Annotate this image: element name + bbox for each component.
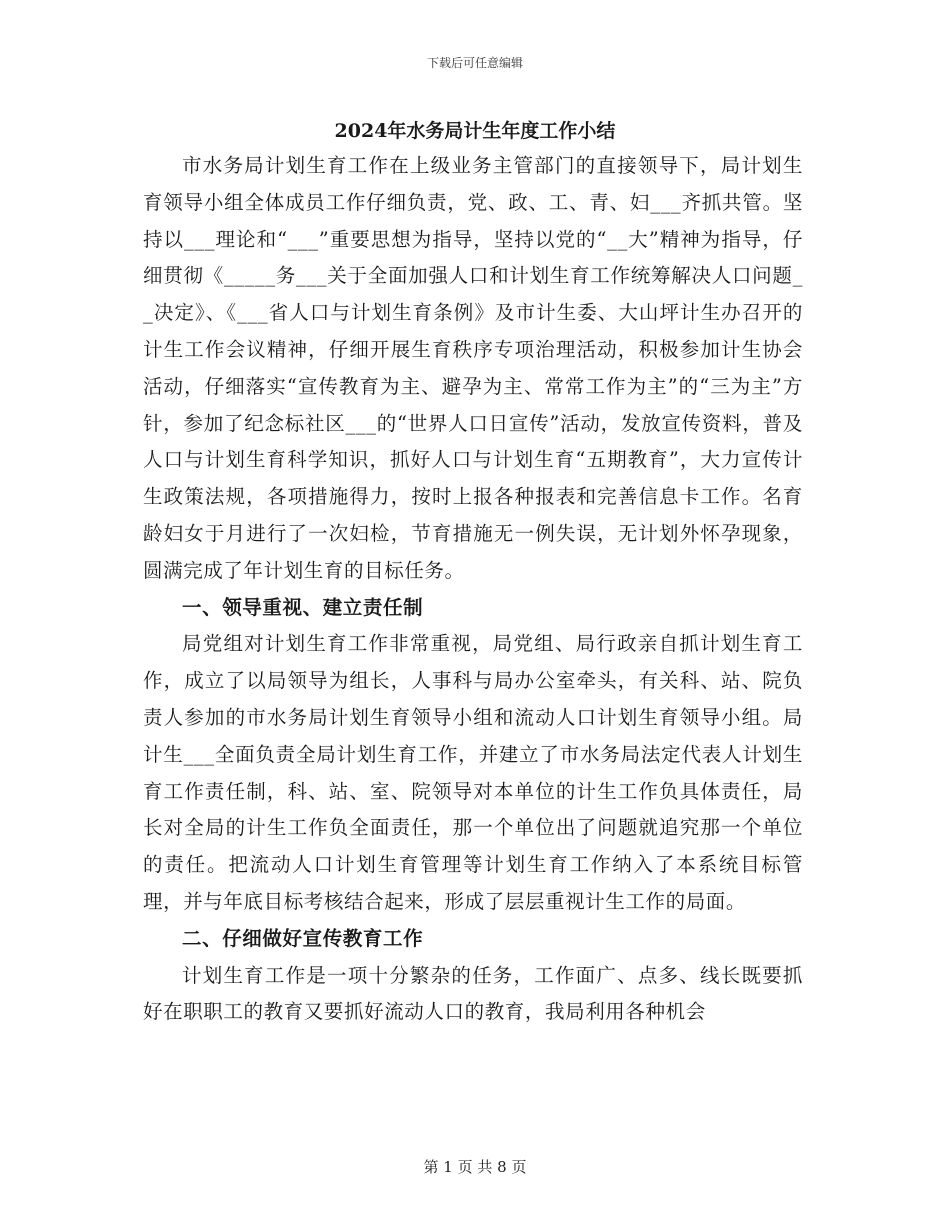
section-1-paragraph: 局党组对计划生育工作非常重视，局党组、局行政亲自抓计划生育工作，成立了以局领导为组长，人事科与局办公室牵头，有关科、站、院负责人参加的市水务局计划生育领导小组和流动人口计划生育领导小组。局计生___全面负责全局计划生育工作，并建立了市水务局法定代表人计划生育工作责任制，科、站、室、院领导对本单位的计生工作负具体责任，局长对全局的计生工作负全面责任，那一个单位出了问题就追究那一个单位的责任。把流动人口计划生育管理等计划生育工作纳入了本系统目标管理，并与年底目标考核结合起来，形成了层层重视计生工作的局面。 bbox=[143, 632, 803, 913]
section-2-paragraph: 计划生育工作是一项十分繁杂的任务，工作面广、点多、线长既要抓好在职职工的教育又要抓好流动人口的教育，我局利用各种机会 bbox=[143, 963, 803, 1024]
document-body bbox=[143, 148, 803, 1031]
intro-paragraph: 市水务局计划生育工作在上级业务主管部门的直接领导下，局计划生育领导小组全体成员工作仔细负责，党、政、工、青、妇___齐抓共管。坚持以___理论和“___”重要思想为指导，坚持以党的“__大”精神为指导，仔细贯彻《_____务___关于全面加强人口和计划生育工作统筹解决人口问题__决定》、《___省人口与计划生育条例》及市计生委、大山坪计生办召开的计生工作会议精神，仔细开展生育秩序专项治理活动，积极参加计生协会活动，仔细落实“宣传教育为主、避孕为主、常常工作为主”的“三为主”方针，参加了纪念标社区___的“世界人口日宣传”活动，发放宣传资料，普及人口与计划生育科学知识，抓好人口与计划生育“五期教育”，大力宣传计生政策法规，各项措施得力，按时上报各种报表和完善信息卡工作。名育龄妇女于月进行了一次妇检，节育措施无一例失误，无计划外怀孕现象，圆满完成了年计划生育的目标任务。 bbox=[143, 154, 803, 582]
page-number-footer: 第 1 页 共 8 页 bbox=[423, 1158, 527, 1176]
page-header-note: 下载后可任意编辑 bbox=[426, 56, 523, 70]
section-heading-1: 一、领导重视、建立责任制 bbox=[182, 595, 424, 619]
document-title: 2024年水务局计生年度工作小结 bbox=[334, 120, 616, 142]
section-heading-2: 二、仔细做好宣传教育工作 bbox=[182, 926, 424, 950]
